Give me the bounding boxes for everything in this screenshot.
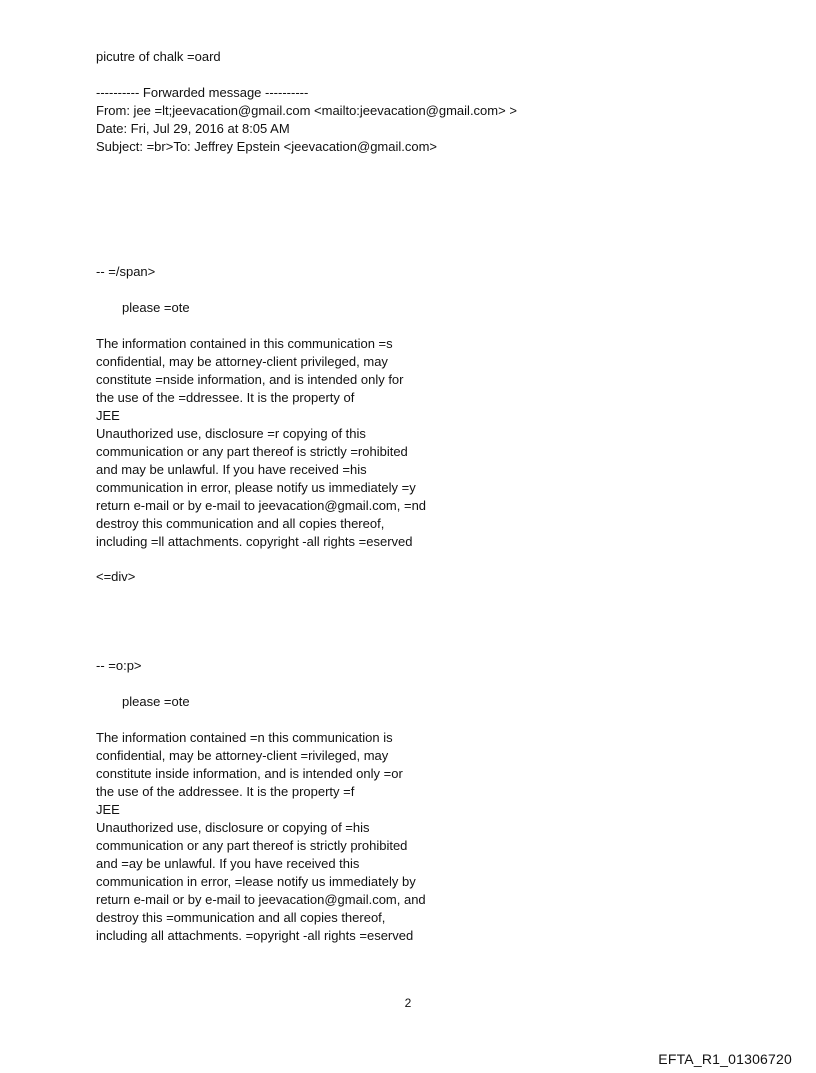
disclaimer-line: including =ll attachments. copyright -all rights =eserved (96, 534, 413, 549)
disclaimer-line: communication or any part thereof is strictly =rohibited (96, 444, 408, 459)
disclaimer-line: confidential, may be attorney-client privileged, may (96, 354, 388, 369)
disclaimer-line: constitute inside information, and is intended only =or (96, 766, 403, 781)
page-number: 2 (404, 996, 412, 1010)
disclaimer-line: communication or any part thereof is strictly prohibited (96, 838, 408, 853)
disclaimer-line: destroy this communication and all copies thereof, (96, 516, 385, 531)
div-tag-line: <=div> (96, 569, 136, 584)
disclaimer-line: the use of the =ddressee. It is the property of (96, 390, 355, 405)
forwarded-separator: ---------- Forwarded message ---------- (96, 85, 309, 100)
disclaimer-line: including all attachments. =opyright -all rights =eserved (96, 928, 414, 943)
disclaimer-line: and =ay be unlawful. If you have received this (96, 856, 360, 871)
date-line: Date: Fri, Jul 29, 2016 at 8:05 AM (96, 121, 290, 136)
disclaimer-line: confidential, may be attorney-client =rivileged, may (96, 748, 389, 763)
disclaimer-line: JEE (96, 408, 120, 423)
please-note-2: please =ote (122, 694, 190, 709)
signature-dash-line-2: -- =o:p> (96, 658, 142, 673)
disclaimer-line: destroy this =ommunication and all copies thereof, (96, 910, 386, 925)
disclaimer-line: Unauthorized use, disclosure or copying of =his (96, 820, 370, 835)
disclaimer-line: communication in error, please notify us immediately =y (96, 480, 416, 495)
disclaimer-line: return e-mail or by e-mail to jeevacation@gmail.com, and (96, 892, 426, 907)
disclaimer-line: The information contained in this communication =s (96, 336, 393, 351)
disclaimer-line: The information contained =n this communication is (96, 730, 393, 745)
disclaimer-line: Unauthorized use, disclosure =r copying of this (96, 426, 366, 441)
email-subject-line: picutre of chalk =oard (96, 49, 221, 64)
disclaimer-line: the use of the addressee. It is the property =f (96, 784, 355, 799)
disclaimer-line: JEE (96, 802, 120, 817)
disclaimer-block-2 (96, 729, 426, 945)
from-line: From: jee =lt;jeevacation@gmail.com <mailto:jeevacation@gmail.com> > (96, 103, 517, 118)
subject-line: Subject: =br>To: Jeffrey Epstein <jeevacation@gmail.com> (96, 139, 438, 154)
disclaimer-line: return e-mail or by e-mail to jeevacation@gmail.com, =nd (96, 498, 427, 513)
disclaimer-line: and may be unlawful. If you have received =his (96, 462, 367, 477)
disclaimer-line: constitute =nside information, and is intended only for (96, 372, 404, 387)
bates-number: EFTA_R1_01306720 (658, 1051, 792, 1067)
please-note-1: please =ote (122, 300, 190, 315)
disclaimer-block-1 (96, 335, 426, 551)
signature-dash-line-1: -- =/span> (96, 264, 156, 279)
disclaimer-line: communication in error, =lease notify us immediately by (96, 874, 416, 889)
